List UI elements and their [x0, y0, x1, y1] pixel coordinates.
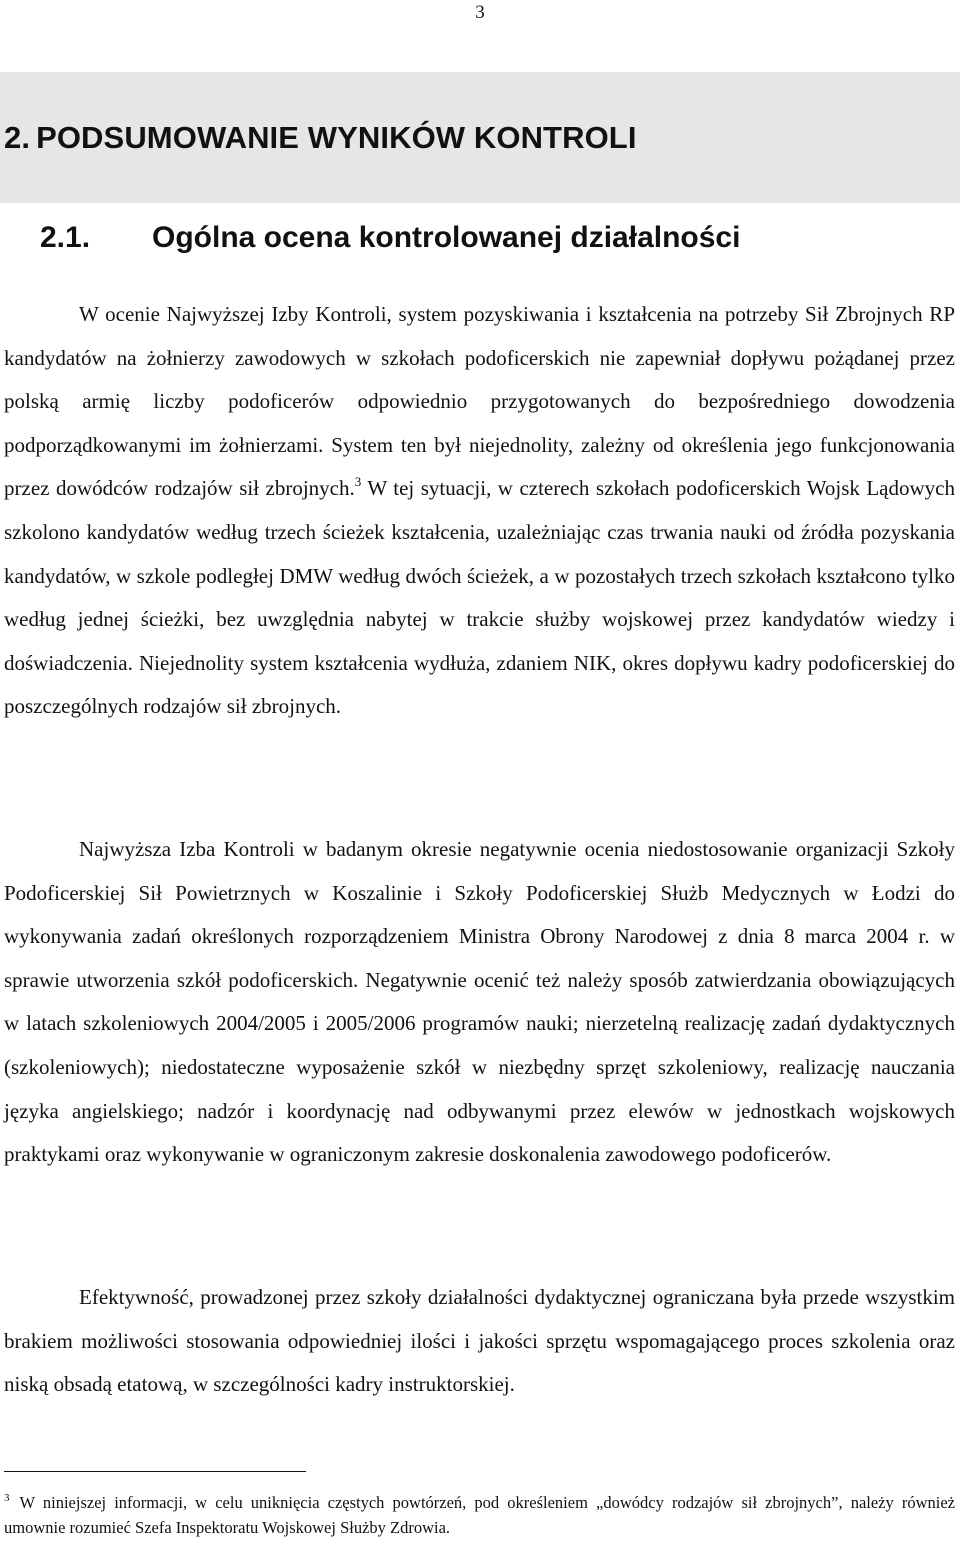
footnote-reference: 3 — [354, 474, 362, 490]
paragraph-1-part-2: W tej sytuacji, w czterech szkołach podoficerskich Wojsk Lądowych szkolono kandydatów według trzech ścieżek kształcenia, uzależniając czas trwania nauki od źródła pozyskania kandydatów, w szkole podległej DMW według dwóch ścieżek, a w pozostałych trzech szkołach kształcono tylko według jednej ścieżki, bez uwzględnia nabytej w trakcie służby wojskowej przez kandydatów wiedzy i doświadczenia. Niejednolity system kształcenia wydłuża, zdaniem NIK, okres dopływu kadry podoficerskiej do poszczególnych rodzajów sił zbrojnych. — [4, 476, 955, 719]
section-heading — [4, 118, 637, 158]
paragraph-2: Najwyższa Izba Kontroli w badanym okresie negatywnie ocenia niedostosowanie organizacji Szkoły Podoficerskiej Sił Powietrznych w Koszalinie i Szkoły Podoficerskiej Służb Medycznych w Łodzi do wykonywania zadań określonych rozporządzeniem Ministra Obrony Narodowej z dnia 8 marca 2004 r. w sprawie utworzenia szkół podoficerskich. Negatywnie ocenić też należy sposób zatwierdzania obowiązujących w latach szkoleniowych 2004/2005 i 2005/2006 programów nauki; nierzetelną realizację zadań dydaktycznych (szkoleniowych); niedostateczne wyposażenie szkół w niezbędny sprzęt szkoleniowy, realizację nauczania języka angielskiego; nadzór i koordynację nad odbywanymi przez elewów w jednostkach wojskowych praktykami oraz wykonywanie w ograniczonym zakresie doskonalenia zawodowego podoficerów. — [4, 837, 955, 1167]
paragraph-1 — [4, 293, 955, 729]
subsection-title: Ogólna ocena kontrolowanej działalności — [152, 221, 741, 254]
paragraph-1-part-1: W ocenie Najwyższej Izby Kontroli, system pozyskiwania i kształcenia na potrzeby Sił Zbrojnych RP kandydatów na żołnierzy zawodowych w szkołach podoficerskich nie zapewniał dopływu pożądanej przez polską armię liczby podoficerów odpowiednio przygotowanych do bezpośredniego dowodzenia podporządkowanymi im żołnierzami. System ten był niejednolity, zależny od określenia jego funkcjonowania przez dowódców rodzajów sił zbrojnych. — [4, 302, 955, 501]
footnote — [4, 1490, 955, 1540]
footnote-marker: 3 — [4, 1492, 10, 1504]
page-number: 3 — [475, 2, 485, 23]
paragraph-3: Efektywność, prowadzonej przez szkoły działalności dydaktycznej ograniczana była przede wszystkim brakiem możliwości stosowania odpowiedniej ilości i jakości sprzętu wspomagającego proces szkolenia oraz niską obsadą etatową, w szczególności kadry instruktorskiej. — [4, 1285, 955, 1397]
subsection-number: 2.1. — [40, 221, 91, 254]
footnote-text: W niniejszej informacji, w celu uniknięcia częstych powtórzeń, pod określeniem „dowódcy rodzajów sił zbrojnych”, należy również umownie rozumieć Szefa Inspektoratu Wojskowej Służby Zdrowia. — [4, 1493, 955, 1537]
section-title: PODSUMOWANIE WYNIKÓW KONTROLI — [36, 120, 637, 155]
section-number: 2. — [4, 120, 31, 155]
subsection-heading — [40, 218, 740, 258]
footnote-separator — [4, 1471, 306, 1472]
